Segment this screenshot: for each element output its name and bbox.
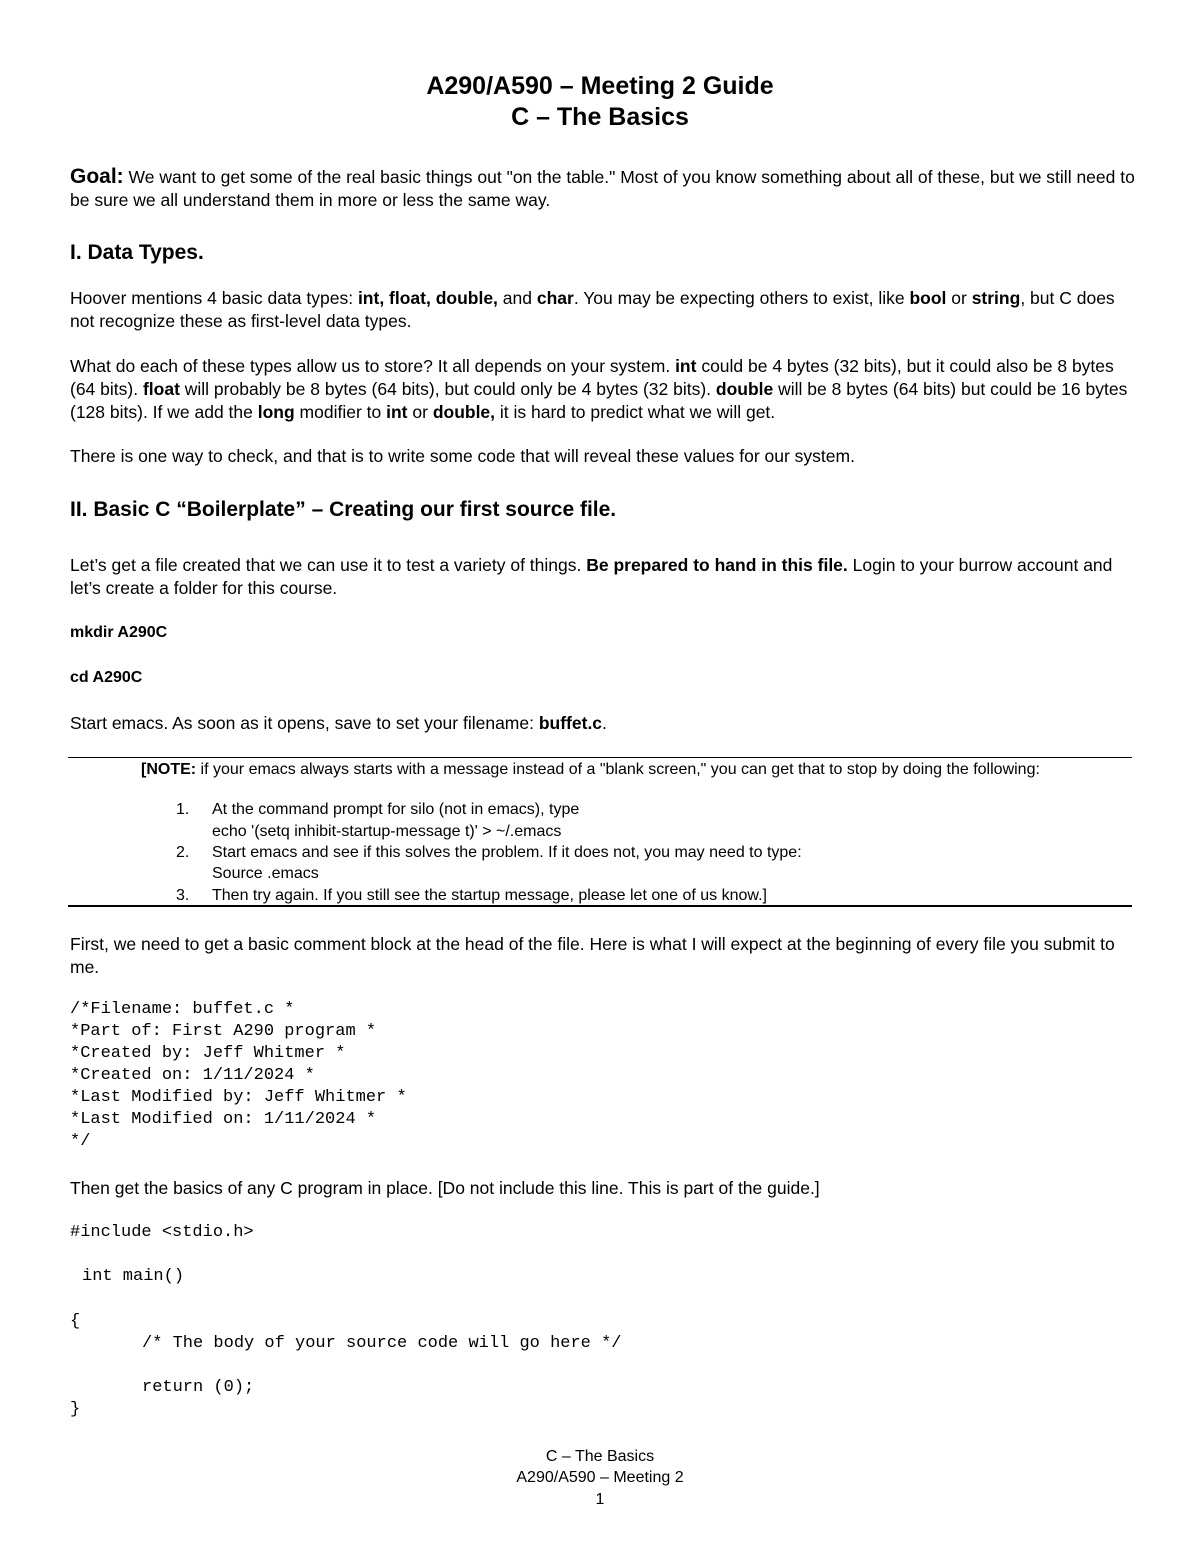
code-main: int main()	[82, 1267, 185, 1286]
comment-line: *Created on: 1/11/2024 *	[70, 1066, 315, 1085]
comment-block-paragraph: First, we need to get a basic comment block at the head of the file. Here is what I will expect at the beginning of every file you submit to me.	[70, 934, 1115, 977]
command-mkdir: mkdir A290C	[70, 624, 168, 641]
note-item-command: echo '(setq inhibit-startup-message t)' > ~/.emacs	[212, 823, 562, 840]
boilerplate-paragraph-2: Start emacs. As soon as it opens, save to set your filename: buffet.c.	[70, 713, 607, 733]
goal-text: We want to get some of the real basic things out "on the table." Most of you know something about all of these, but we still need to be sure we all understand them in more or less the same way.	[70, 167, 1135, 210]
document-subtitle: C – The Basics	[511, 103, 689, 131]
comment-line: *Last Modified by: Jeff Whitmer *	[70, 1088, 407, 1107]
comment-line: *Created by: Jeff Whitmer *	[70, 1044, 346, 1063]
command-cd: cd A290C	[70, 669, 143, 686]
data-types-paragraph-3: There is one way to check, and that is to write some code that will reveal these values for our system.	[70, 446, 855, 466]
note-item-text: Then try again. If you still see the startup message, please let one of us know.]	[212, 887, 767, 904]
note-item-command: Source .emacs	[212, 865, 319, 882]
goal-paragraph	[70, 165, 1140, 212]
boilerplate-paragraph-1: Let’s get a file created that we can use it to test a variety of things. Be prepared to hand in this file. Login to your burrow account and let’s create a folder for this course.	[70, 555, 1113, 598]
code-close-brace: }	[70, 1400, 81, 1419]
code-return: return (0);	[142, 1378, 255, 1397]
page-number: 1	[595, 1491, 605, 1508]
note-item-text: Start emacs and see if this solves the problem. If it does not, you may need to type:	[212, 844, 802, 861]
document-title: A290/A590 – Meeting 2 Guide	[426, 72, 774, 100]
footer-title: C – The Basics	[545, 1448, 655, 1465]
section-heading-boilerplate: II. Basic C “Boilerplate” – Creating our first source file.	[70, 498, 617, 521]
note-label: [NOTE:	[141, 761, 197, 778]
note-item-number: 3.	[176, 887, 190, 904]
goal-label: Goal:	[70, 165, 124, 188]
note-item-number: 2.	[176, 844, 190, 861]
program-basics-paragraph: Then get the basics of any C program in place. [Do not include this line. This is part of the guide.]	[70, 1178, 820, 1198]
note-item-text: At the command prompt for silo (not in emacs), type	[212, 801, 580, 818]
note-intro: [NOTE: if your emacs always starts with a message instead of a "blank screen," you can get that to stop by doing the following:	[141, 761, 1040, 778]
comment-line: /*Filename: buffet.c *	[70, 1000, 295, 1019]
data-types-paragraph-2: What do each of these types allow us to store? It all depends on your system. int could be 4 bytes (32 bits), but it could also be 8 bytes (64 bits). float will probably be 8 bytes (64 bits), but could only be 4 bytes (32 bits). double will be 8 bytes (64 bits) but could be 16 bytes (128 bits). If we add the long modifier to int or double, it is hard to predict what we will get.	[70, 356, 1128, 422]
code-open-brace: {	[70, 1312, 81, 1331]
code-body-comment: /* The body of your source code will go here */	[142, 1334, 622, 1353]
footer-course: A290/A590 – Meeting 2	[516, 1469, 684, 1486]
comment-line: */	[70, 1132, 91, 1151]
note-bottom-rule	[68, 905, 1132, 907]
comment-line: *Part of: First A290 program *	[70, 1022, 377, 1041]
code-include: #include <stdio.h>	[70, 1223, 254, 1242]
comment-line: *Last Modified on: 1/11/2024 *	[70, 1110, 377, 1129]
note-item-number: 1.	[176, 801, 190, 818]
data-types-paragraph-1: Hoover mentions 4 basic data types: int, float, double, and char. You may be expecting others to exist, like bool or string, but C does not recognize these as first-level data types.	[70, 288, 1115, 331]
note-top-rule	[68, 757, 1132, 758]
section-heading-data-types: I. Data Types.	[70, 241, 204, 264]
